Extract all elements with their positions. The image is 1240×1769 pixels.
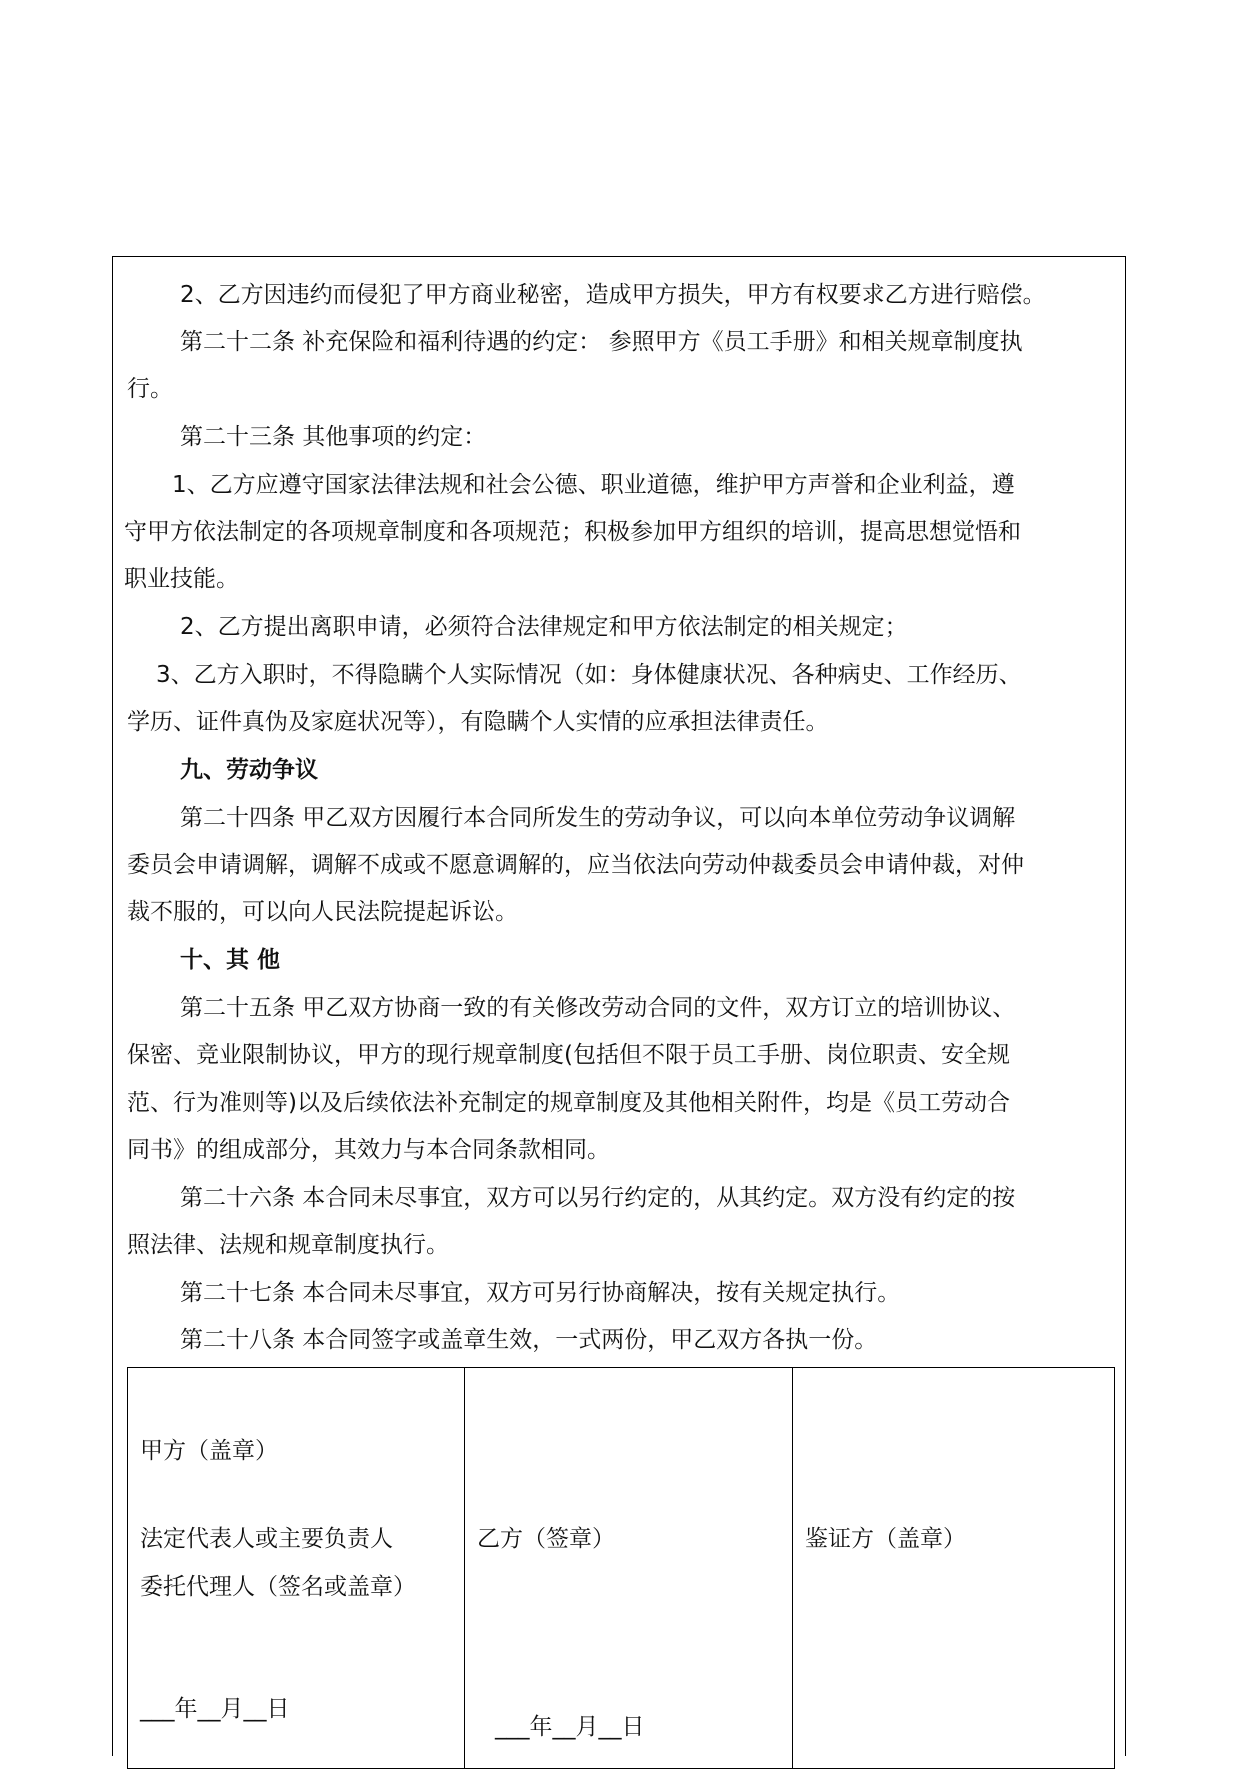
article-26: 第二十六条 本合同未尽事宜，双方可以另行约定的，从其约定。双方没有约定的按 <box>180 1185 1016 1211</box>
article-25: 第二十五条 甲乙双方协商一致的有关修改劳动合同的文件，双方订立的培训协议、 <box>180 995 1016 1021</box>
paragraph: 学历、证件真伪及家庭状况等），有隐瞒个人实情的应承担法律责任。 <box>127 709 829 735</box>
paragraph: 范、行为准则等)以及后续依法补充制定的规章制度及其他相关附件，均是《员工劳动合 <box>127 1090 1010 1116</box>
paragraph: 裁不服的，可以向人民法院提起诉讼。 <box>127 899 518 925</box>
witness-seal-label: 鉴证方（盖章） <box>805 1526 966 1552</box>
party-b-sign-label: 乙方（签章） <box>477 1526 615 1552</box>
paragraph: 保密、竞业限制协议，甲方的现行规章制度(包括但不限于员工手册、岗位职责、安全规 <box>127 1042 1010 1068</box>
article-27: 第二十七条 本合同未尽事宜，双方可另行协商解决，按有关规定执行。 <box>180 1280 901 1306</box>
paragraph: 职业技能。 <box>124 566 239 592</box>
article-24: 第二十四条 甲乙双方因履行本合同所发生的劳动争议，可以向本单位劳动争议调解 <box>180 805 1016 831</box>
paragraph: 3、乙方入职时，不得隐瞒个人实际情况（如：身体健康状况、各种病史、工作经历、 <box>156 662 1022 688</box>
paragraph: 1、乙方应遵守国家法律法规和社会公德、职业道德，维护甲方声誉和企业利益，遵 <box>172 472 1015 498</box>
paragraph: 同书》的组成部分，其效力与本合同条款相同。 <box>127 1137 610 1163</box>
party-a-cell <box>128 1368 465 1769</box>
paragraph: 2、乙方提出离职申请，必须符合法律规定和甲方依法制定的相关规定； <box>180 614 908 640</box>
signature-table <box>127 1367 1115 1769</box>
party-a-agent-label: 委托代理人（签名或盖章） <box>140 1574 416 1600</box>
article-28: 第二十八条 本合同签字或盖章生效，一式两份，甲乙双方各执一份。 <box>180 1327 878 1353</box>
paragraph: 2、乙方因违约而侵犯了甲方商业秘密，造成甲方损失，甲方有权要求乙方进行赔偿。 <box>180 282 1046 308</box>
paragraph: 守甲方依法制定的各项规章制度和各项规范；积极参加甲方组织的培训，提高思想觉悟和 <box>124 519 1021 545</box>
section-heading-9: 九、劳动争议 <box>180 757 318 783</box>
party-a-rep-label: 法定代表人或主要负责人 <box>140 1526 393 1552</box>
section-heading-10: 十、其 他 <box>180 947 281 973</box>
article-22: 第二十二条 补充保险和福利待遇的约定： 参照甲方《员工手册》和相关规章制度执 <box>180 329 1023 355</box>
article-23: 第二十三条 其他事项的约定： <box>180 424 487 450</box>
party-b-date: ___年__月__日 <box>495 1714 645 1740</box>
party-a-seal-label: 甲方（盖章） <box>140 1438 278 1464</box>
witness-cell <box>793 1368 1115 1769</box>
paragraph: 照法律、法规和规章制度执行。 <box>127 1232 449 1258</box>
party-b-cell <box>465 1368 793 1769</box>
paragraph: 行。 <box>127 376 173 402</box>
paragraph: 委员会申请调解，调解不成或不愿意调解的，应当依法向劳动仲裁委员会申请仲裁，对仲 <box>127 852 1024 878</box>
party-a-date: ___年__月__日 <box>140 1696 290 1722</box>
